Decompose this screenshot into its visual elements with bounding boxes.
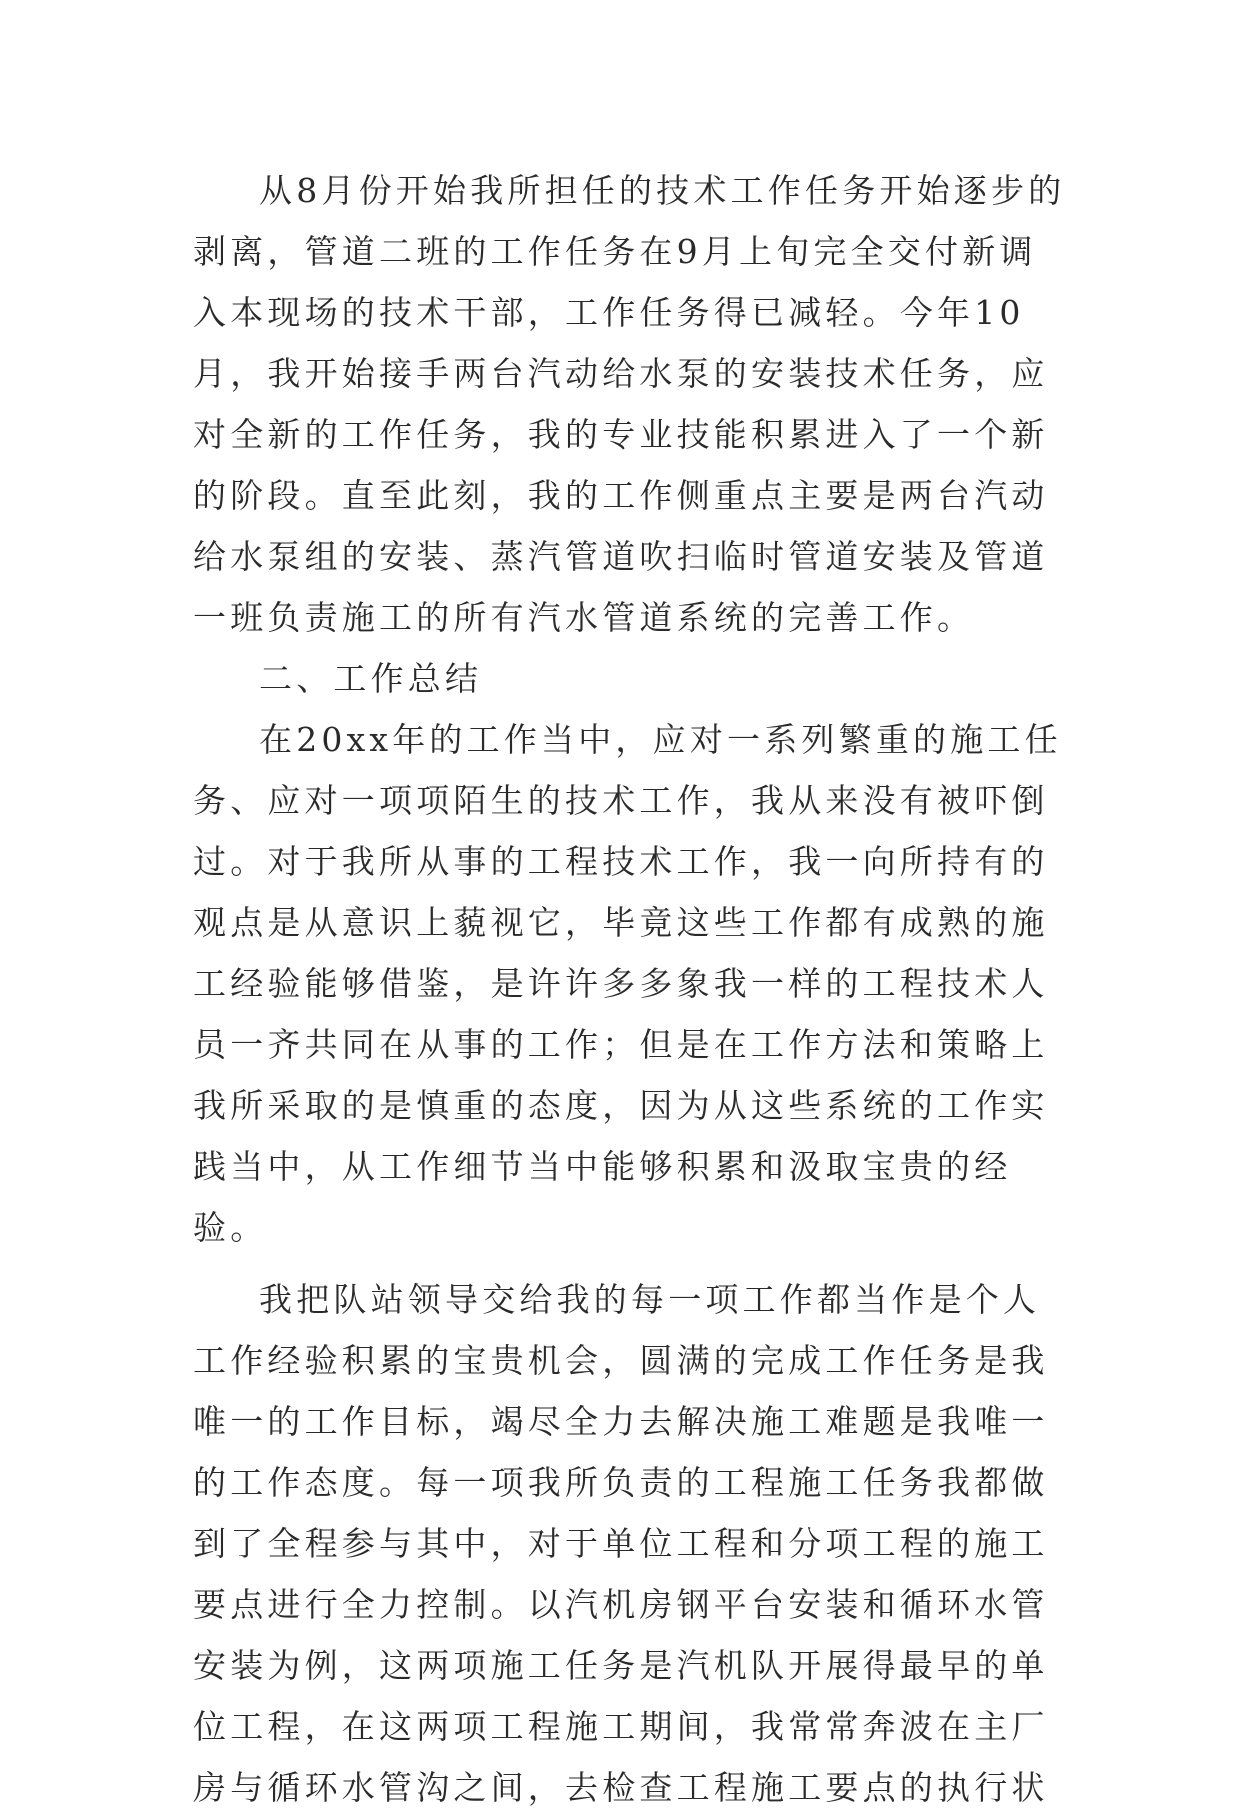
section-heading-work-summary: 二、工作总结 xyxy=(259,659,483,698)
paragraph-work-summary: 在20xx年的工作当中，应对一系列繁重的施工任务、应对一项项陌生的技术工作，我从来没有被吓倒过。对于我所从事的工程技术工作，我一向所持有的观点是从意识上藐视它，毕竟这些工作都有成熟的施工经验能够借鉴，是许许多多象我一样的工程技术人员一齐共同在从事的工作；但是在工作方法和策略上我所采取的是慎重的态度，因为从这些系统的工作实践当中，从工作细节当中能够积累和汲取宝贵的经验。 xyxy=(193,720,1062,1247)
paragraph-work-transition: 从8月份开始我所担任的技术工作任务开始逐步的剥离，管道二班的工作任务在9月上旬完全交付新调入本现场的技术干部，工作任务得已减轻。今年10月，我开始接手两台汽动给水泵的安装技术任务，应对全新的工作任务，我的专业技能积累进入了一个新的阶段。直至此刻，我的工作侧重点主要是两台汽动给水泵组的安装、蒸汽管道吹扫临时管道安装及管道一班负责施工的所有汽水管道系统的完善工作。 xyxy=(193,171,1066,637)
paragraph-work-attitude: 我把队站领导交给我的每一项工作都当作是个人工作经验积累的宝贵机会，圆满的完成工作任务是我唯一的工作目标，竭尽全力去解决施工难题是我唯一的工作态度。每一项我所负责的工程施工任务我都做到了全程参与其中，对于单位工程和分项工程的施工要点进行全力控制。以汽机房钢平台安装和循环水管安装为例，这两项施工任务是汽机队开展得最早的单位工程，在这两项工程施工期间，我常常奔波在主厂房与循环水管沟之间，去检查工程施工要点的执行状 xyxy=(193,1280,1049,1807)
document-body xyxy=(193,160,1073,1818)
